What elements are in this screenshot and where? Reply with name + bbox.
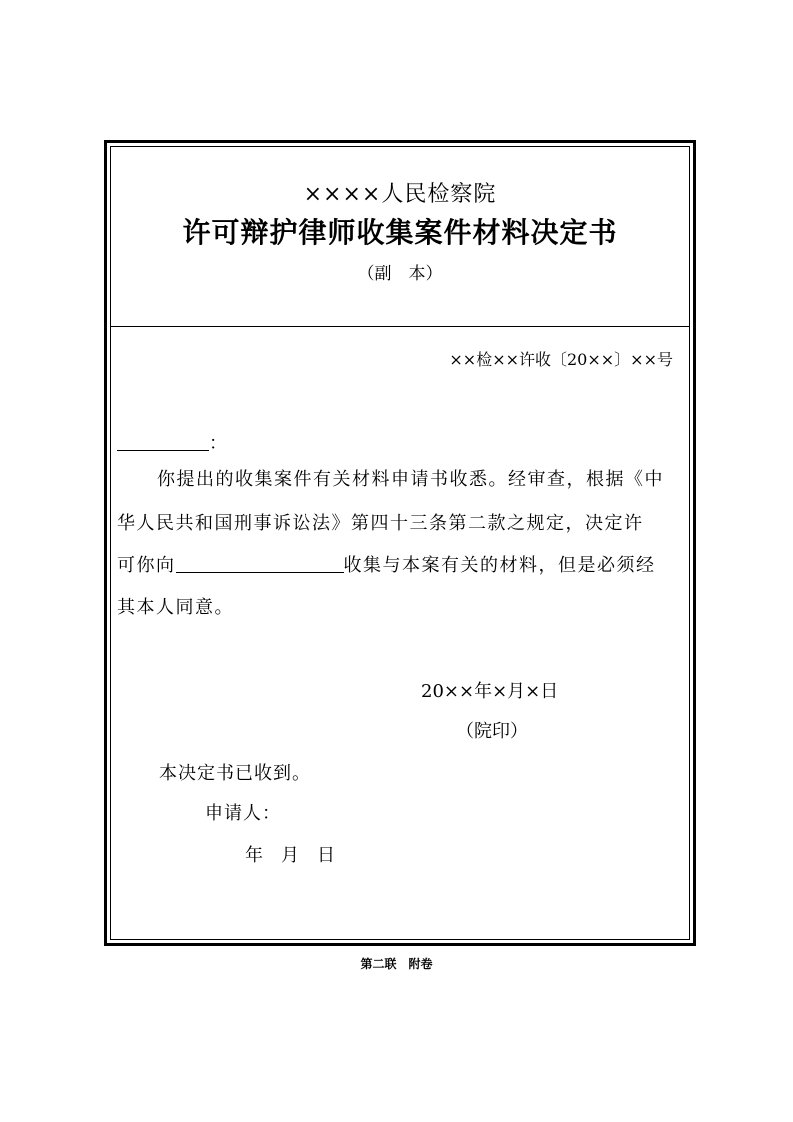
body-line-1: 你提出的收集案件有关材料申请书收悉。经审查，根据《中 [157, 469, 664, 490]
document-title: 许可辩护律师收集案件材料决定书 [182, 216, 618, 249]
applicant-label: 申请人： [205, 803, 281, 824]
body-line-3-prefix: 可你向 [117, 555, 176, 576]
body-line-3 [117, 551, 693, 577]
document-number: ××检××许收〔20××〕××号 [449, 350, 673, 369]
receipt-date-placeholder: 年 月 日 [245, 845, 335, 866]
document-frame [104, 140, 696, 946]
person-blank[interactable] [176, 554, 344, 573]
organization-name: ××××人民检察院 [303, 182, 497, 207]
recipient-blank[interactable] [117, 432, 209, 451]
decision-date: 20××年×月×日 [421, 681, 559, 702]
recipient-line [117, 429, 227, 455]
header-divider [111, 326, 689, 327]
body-line-4: 其本人同意。 [117, 597, 234, 618]
body-line-3-suffix: 收集与本案有关的材料，但是必须经 [343, 555, 656, 576]
footer-label: 第二联 附卷 [360, 957, 433, 971]
document-frame-inner [110, 146, 690, 940]
copy-label: （副 本） [357, 264, 443, 284]
receipt-statement: 本决定书已收到。 [159, 763, 311, 784]
body-line-2: 华人民共和国刑事诉讼法》第四十三条第二款之规定，决定许 [117, 513, 644, 534]
recipient-colon: ： [209, 433, 227, 454]
seal-label: （院印） [456, 721, 528, 742]
